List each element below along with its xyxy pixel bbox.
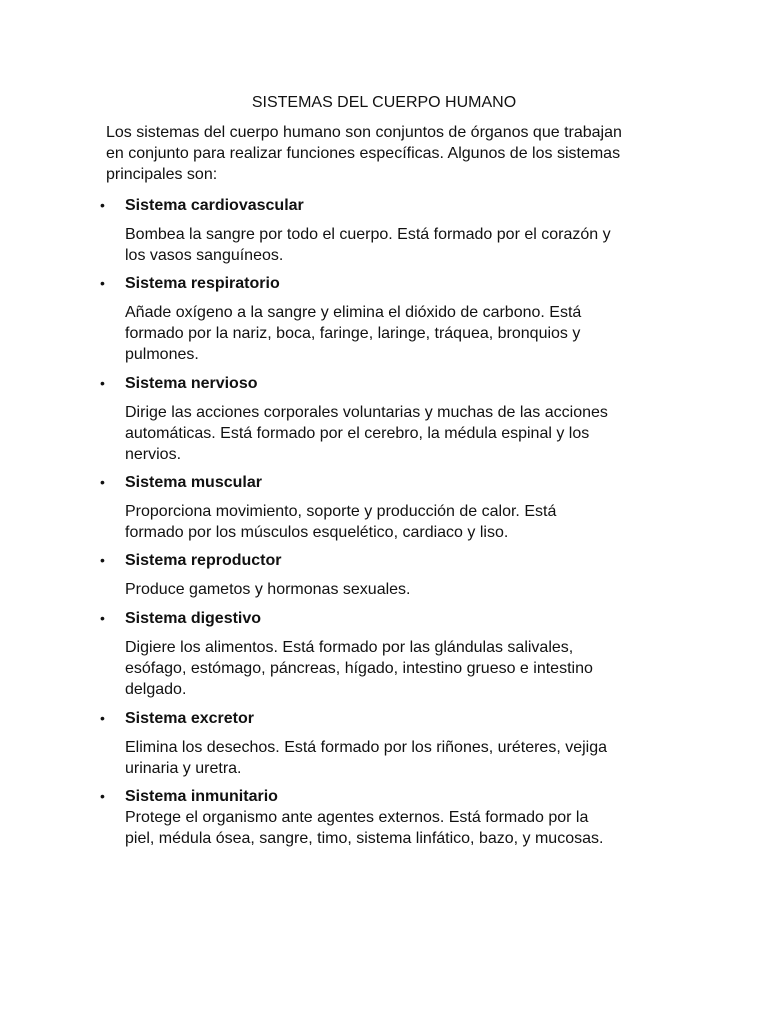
system-name: Sistema inmunitario	[125, 788, 278, 805]
description-line: Produce gametos y hormonas sexuales.	[125, 581, 411, 598]
system-name: Sistema reproductor	[125, 552, 282, 569]
description-line: formado por la nariz, boca, faringe, laringe, tráquea, bronquios y	[125, 325, 581, 342]
system-description	[125, 224, 685, 266]
document-title: SISTEMAS DEL CUERPO HUMANO	[251, 94, 517, 111]
system-description	[125, 579, 685, 600]
intro-line: en conjunto para realizar funciones específicas. Algunos de los sistemas	[106, 145, 621, 162]
description-line: delgado.	[125, 681, 187, 698]
description-line: los vasos sanguíneos.	[125, 247, 284, 264]
description-line: Bombea la sangre por todo el cuerpo. Está formado por el corazón y	[125, 226, 611, 243]
description-line: esófago, estómago, páncreas, hígado, intestino grueso e intestino	[125, 660, 593, 677]
description-line: Protege el organismo ante agentes externos. Está formado por la	[125, 809, 589, 826]
description-line: Añade oxígeno a la sangre y elimina el dióxido de carbono. Está	[125, 304, 582, 321]
description-line: Dirige las acciones corporales voluntarias y muchas de las acciones	[125, 404, 608, 421]
bullet-icon: •	[100, 275, 105, 291]
system-name: Sistema cardiovascular	[125, 197, 304, 214]
description-line: pulmones.	[125, 346, 199, 363]
description-line: nervios.	[125, 446, 182, 463]
bullet-icon: •	[100, 710, 105, 726]
system-name: Sistema nervioso	[125, 375, 258, 392]
description-line: Elimina los desechos. Está formado por los riñones, uréteres, vejiga	[125, 739, 608, 756]
system-name: Sistema respiratorio	[125, 275, 280, 292]
description-line: Digiere los alimentos. Está formado por las glándulas salivales,	[125, 639, 574, 656]
system-description	[125, 302, 685, 365]
system-description	[125, 807, 685, 849]
system-name: Sistema muscular	[125, 474, 262, 491]
bullet-icon: •	[100, 474, 105, 490]
description-line: Proporciona movimiento, soporte y producción de calor. Está	[125, 503, 557, 520]
system-name: Sistema excretor	[125, 710, 254, 727]
system-name: Sistema digestivo	[125, 610, 262, 627]
intro-paragraph	[106, 122, 666, 185]
description-line: formado por los músculos esquelético, cardiaco y liso.	[125, 524, 509, 541]
bullet-icon: •	[100, 375, 105, 391]
intro-line: Los sistemas del cuerpo humano son conjuntos de órganos que trabajan	[106, 124, 622, 141]
description-line: automáticas. Está formado por el cerebro, la médula espinal y los	[125, 425, 590, 442]
system-description	[125, 737, 685, 779]
system-description	[125, 501, 685, 543]
system-description	[125, 637, 685, 700]
description-line: piel, médula ósea, sangre, timo, sistema linfático, bazo, y mucosas.	[125, 830, 604, 847]
bullet-icon: •	[100, 610, 105, 626]
bullet-icon: •	[100, 552, 105, 568]
system-description	[125, 402, 685, 465]
bullet-icon: •	[100, 197, 105, 213]
bullet-icon: •	[100, 788, 105, 804]
intro-line: principales son:	[106, 166, 218, 183]
description-line: urinaria y uretra.	[125, 760, 242, 777]
